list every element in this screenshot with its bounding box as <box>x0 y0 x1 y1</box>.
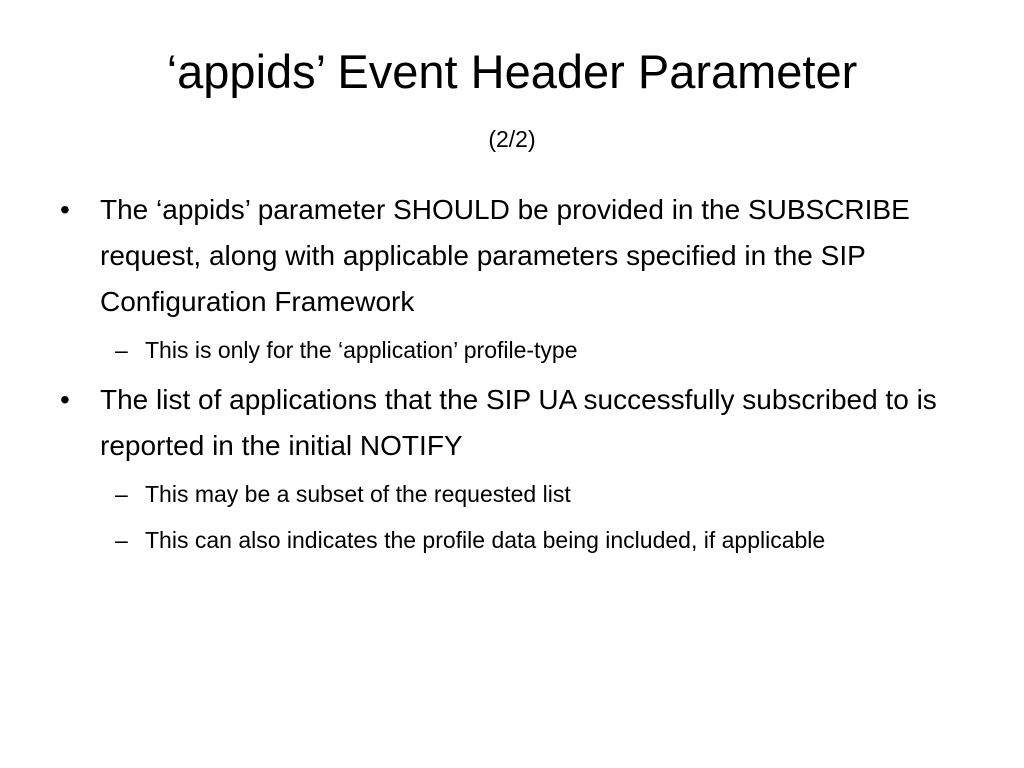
bullet-marker: • <box>60 384 70 415</box>
bullet-text: The ‘appids’ parameter SHOULD be provided in the SUBSCRIBE request, along with applicable parameters specified in the SIP Configuration Framework <box>100 194 910 317</box>
slide-title: ‘appids’ Event Header Parameter <box>166 45 858 98</box>
sub-bullet-text: This can also indicates the profile data being included, if applicable <box>145 527 826 553</box>
bullet-item-1 <box>60 187 960 325</box>
bullet-marker: • <box>60 194 70 225</box>
sub-bullet-text: This is only for the ‘application’ profile-type <box>145 337 578 363</box>
bullet-text: The list of applications that the SIP UA successfully subscribed to is reported in the initial NOTIFY <box>100 384 937 461</box>
sub-bullet-marker: – <box>115 527 128 553</box>
sub-bullet-list <box>60 331 960 369</box>
slide-subtitle: (2/2) <box>488 126 536 152</box>
bullet-item-2 <box>60 377 960 469</box>
sub-bullet-item-1-1 <box>60 331 960 369</box>
sub-bullet-item-2-1 <box>60 475 960 513</box>
sub-bullet-text: This may be a subset of the requested list <box>145 481 571 507</box>
sub-bullet-marker: – <box>115 337 128 363</box>
bullet-list <box>60 187 960 567</box>
sub-bullet-item-2-2 <box>60 521 960 559</box>
sub-bullet-list <box>60 475 960 559</box>
sub-bullet-marker: – <box>115 481 128 507</box>
